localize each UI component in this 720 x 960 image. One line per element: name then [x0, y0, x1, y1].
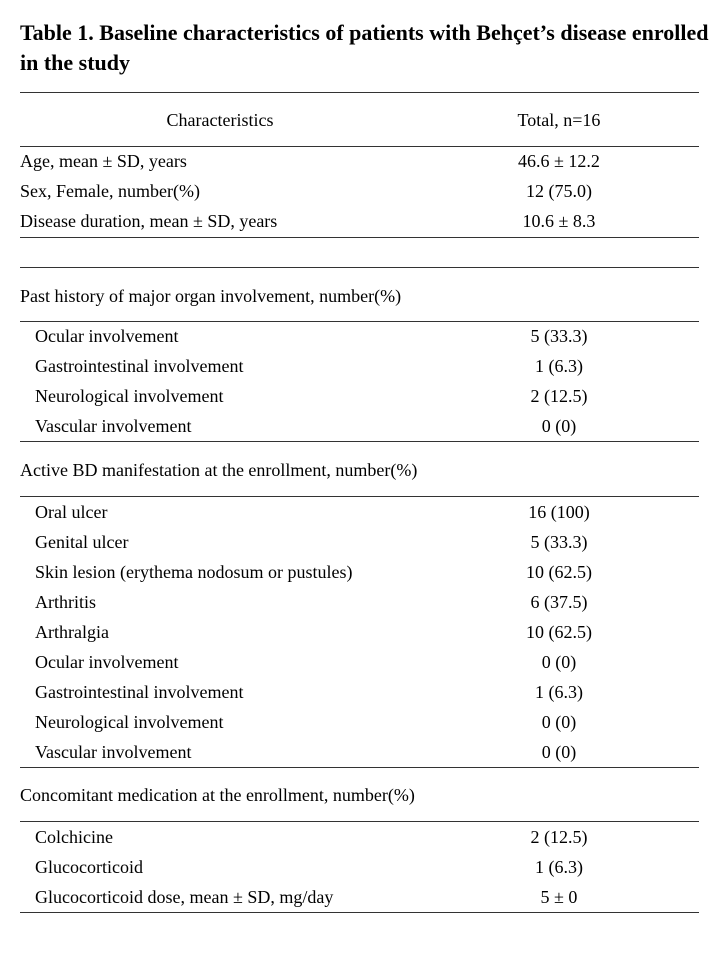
row-value: 1 (6.3) — [535, 682, 583, 702]
row-label: Gastrointestinal involvement — [35, 356, 244, 376]
row-label: Sex, Female, number(%) — [20, 181, 200, 201]
table-row — [20, 146, 699, 176]
row-value: 10 (62.5) — [526, 622, 592, 642]
row-value: 10 (62.5) — [526, 562, 592, 582]
table-title: Table 1. Baseline characteristics of patients with Behçet’s disease enrolled in the study — [20, 20, 709, 75]
row-value: 46.6 ± 12.2 — [518, 151, 600, 171]
row-value: 2 (12.5) — [530, 386, 588, 406]
row-value: 2 (12.5) — [530, 827, 588, 847]
row-label: Arthritis — [35, 592, 96, 612]
row-value: 5 (33.3) — [530, 326, 588, 346]
row-label: Neurological involvement — [35, 386, 224, 406]
table-row — [20, 527, 699, 557]
row-value: 0 (0) — [541, 652, 577, 672]
table-row — [20, 707, 699, 737]
section-heading-past-history: Past history of major organ involvement, number(%) — [20, 286, 402, 306]
table-row — [20, 321, 699, 351]
row-value: 6 (37.5) — [530, 592, 588, 612]
section-rule — [20, 441, 699, 442]
row-label: Colchicine — [35, 827, 113, 847]
top-rule — [20, 92, 699, 93]
table-row — [20, 206, 699, 236]
row-value: 1 (6.3) — [535, 356, 583, 376]
row-label: Gastrointestinal involvement — [35, 682, 244, 702]
row-label: Oral ulcer — [35, 502, 108, 522]
row-label: Vascular involvement — [35, 416, 192, 436]
row-value: 5 (33.3) — [530, 532, 588, 552]
table-row — [20, 497, 699, 527]
row-label: Glucocorticoid — [35, 857, 143, 877]
row-label: Arthralgia — [35, 622, 109, 642]
header-total: Total, n=16 — [517, 110, 601, 130]
table-row — [20, 587, 699, 617]
table-row — [20, 737, 699, 767]
row-value: 0 (0) — [541, 712, 577, 732]
table-header — [20, 105, 699, 135]
section-top-rule — [20, 267, 699, 268]
table-row — [20, 381, 699, 411]
row-label: Age, mean ± SD, years — [20, 151, 187, 171]
row-label: Ocular involvement — [35, 652, 179, 672]
table-row — [20, 176, 699, 206]
table-row — [20, 852, 699, 882]
bottom-rule — [20, 912, 699, 913]
row-value: 16 (100) — [528, 502, 590, 522]
row-value: 5 ± 0 — [540, 887, 578, 907]
table-row — [20, 351, 699, 381]
header-characteristics: Characteristics — [166, 110, 274, 130]
row-label: Vascular involvement — [35, 742, 192, 762]
table-row — [20, 557, 699, 587]
row-label: Glucocorticoid dose, mean ± SD, mg/day — [35, 887, 334, 907]
row-label: Disease duration, mean ± SD, years — [20, 211, 278, 231]
row-value: 12 (75.0) — [526, 181, 592, 201]
baseline-bottom-rule — [20, 237, 699, 238]
table-row — [20, 677, 699, 707]
table-row — [20, 647, 699, 677]
table-row — [20, 617, 699, 647]
table-row — [20, 822, 699, 852]
row-label: Skin lesion (erythema nodosum or pustules) — [35, 562, 353, 582]
row-value: 0 (0) — [541, 742, 577, 762]
row-label: Neurological involvement — [35, 712, 224, 732]
row-value: 0 (0) — [541, 416, 577, 436]
table-row — [20, 882, 699, 912]
row-label: Ocular involvement — [35, 326, 179, 346]
row-value: 1 (6.3) — [535, 857, 583, 877]
section-heading-medication: Concomitant medication at the enrollment, number(%) — [20, 785, 415, 805]
table-row — [20, 411, 699, 441]
row-label: Genital ulcer — [35, 532, 129, 552]
section-rule — [20, 767, 699, 768]
section-heading-active: Active BD manifestation at the enrollment, number(%) — [20, 460, 418, 480]
row-value: 10.6 ± 8.3 — [522, 211, 596, 231]
